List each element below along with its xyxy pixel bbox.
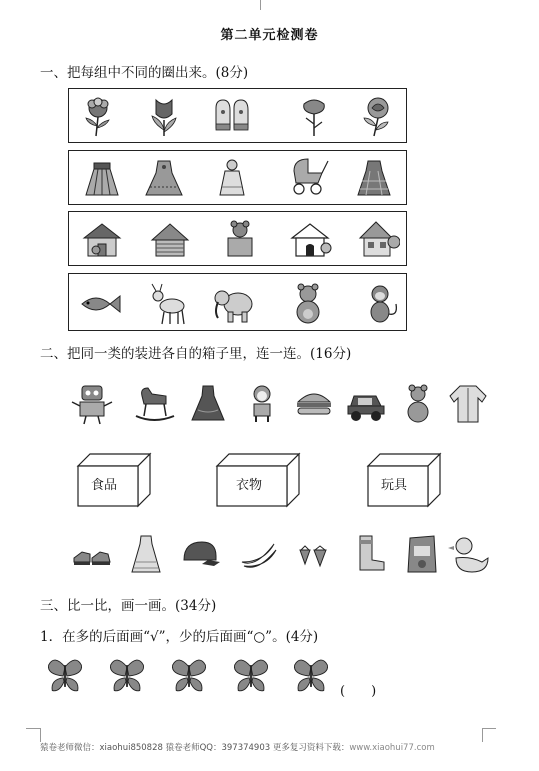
butterfly-icon: [106, 656, 148, 696]
flower-icon[interactable]: [76, 94, 120, 138]
page-header-mark: [260, 0, 261, 10]
snack-bag-icon[interactable]: [400, 532, 444, 576]
girl-dress-icon[interactable]: [210, 157, 254, 201]
fish-icon[interactable]: [78, 282, 122, 326]
page-title: 第二单元检测卷: [220, 28, 319, 43]
hamburger-icon[interactable]: [292, 382, 336, 426]
section-3-heading: 三、比一比，画一画。(34分): [40, 598, 217, 614]
question-1-text: 1．在多的后面画“√”，少的后面画“○”。(4分): [40, 629, 319, 645]
corner-mark-right: [482, 728, 483, 742]
answer-paren[interactable]: ( ): [340, 684, 377, 699]
teddy-house-icon[interactable]: [218, 218, 262, 262]
toy-car-icon[interactable]: [344, 382, 388, 426]
section-2-heading: 二、把同一类的装进各自的箱子里，连一连。(16分): [40, 346, 352, 362]
strawberry-icon[interactable]: [292, 536, 336, 580]
clothes-box-label: 衣物: [236, 478, 263, 493]
boot-icon[interactable]: [346, 532, 390, 576]
footer-contact: 猿卷老师微信：xiaohui850828 猿卷老师QQ：397374903 更多复习资料下载：: [40, 743, 350, 753]
butterfly-icon: [44, 656, 86, 696]
skirt-icon[interactable]: [124, 532, 168, 576]
sneakers-icon[interactable]: [70, 532, 114, 576]
dress-icon[interactable]: [186, 382, 230, 426]
corner-mark-left: [40, 728, 41, 742]
cap-icon[interactable]: [178, 532, 222, 576]
cottage-icon[interactable]: [356, 218, 400, 262]
footer-url[interactable]: www.xiaohui77.com: [349, 743, 435, 753]
shed-icon[interactable]: [288, 218, 332, 262]
monkey-icon[interactable]: [358, 282, 402, 326]
rubber-duck-icon[interactable]: [448, 532, 492, 576]
tulip-icon[interactable]: [142, 94, 186, 138]
robot-icon[interactable]: [70, 382, 114, 426]
carnation-icon[interactable]: [292, 94, 336, 138]
footer-text: [40, 741, 435, 753]
checked-dress-icon[interactable]: [352, 157, 396, 201]
butterfly-icon: [168, 656, 210, 696]
jacket-icon[interactable]: [446, 382, 490, 426]
dress-icon[interactable]: [142, 157, 186, 201]
corner-mark-right-h: [482, 728, 496, 729]
elephant-icon[interactable]: [212, 282, 256, 326]
skirt-icon[interactable]: [80, 157, 124, 201]
teddy-bear-icon[interactable]: [396, 382, 440, 426]
rose-icon[interactable]: [356, 94, 400, 138]
bear-icon[interactable]: [286, 282, 330, 326]
toys-box-label: 玩具: [381, 478, 408, 493]
food-box-label: 食品: [91, 478, 118, 493]
stroller-icon[interactable]: [286, 153, 330, 197]
butterfly-icon: [230, 656, 272, 696]
house-icon[interactable]: [80, 218, 124, 262]
cabin-icon[interactable]: [148, 218, 192, 262]
corner-mark-left-h: [26, 728, 40, 729]
banana-icon[interactable]: [236, 532, 280, 576]
deer-icon[interactable]: [148, 282, 192, 326]
section-1-heading: 一、把每组中不同的圈出来。(8分): [40, 65, 249, 81]
doll-icon[interactable]: [240, 382, 284, 426]
rocking-horse-icon[interactable]: [132, 382, 176, 426]
mittens-icon[interactable]: [210, 94, 254, 138]
butterfly-icon: [290, 656, 332, 696]
